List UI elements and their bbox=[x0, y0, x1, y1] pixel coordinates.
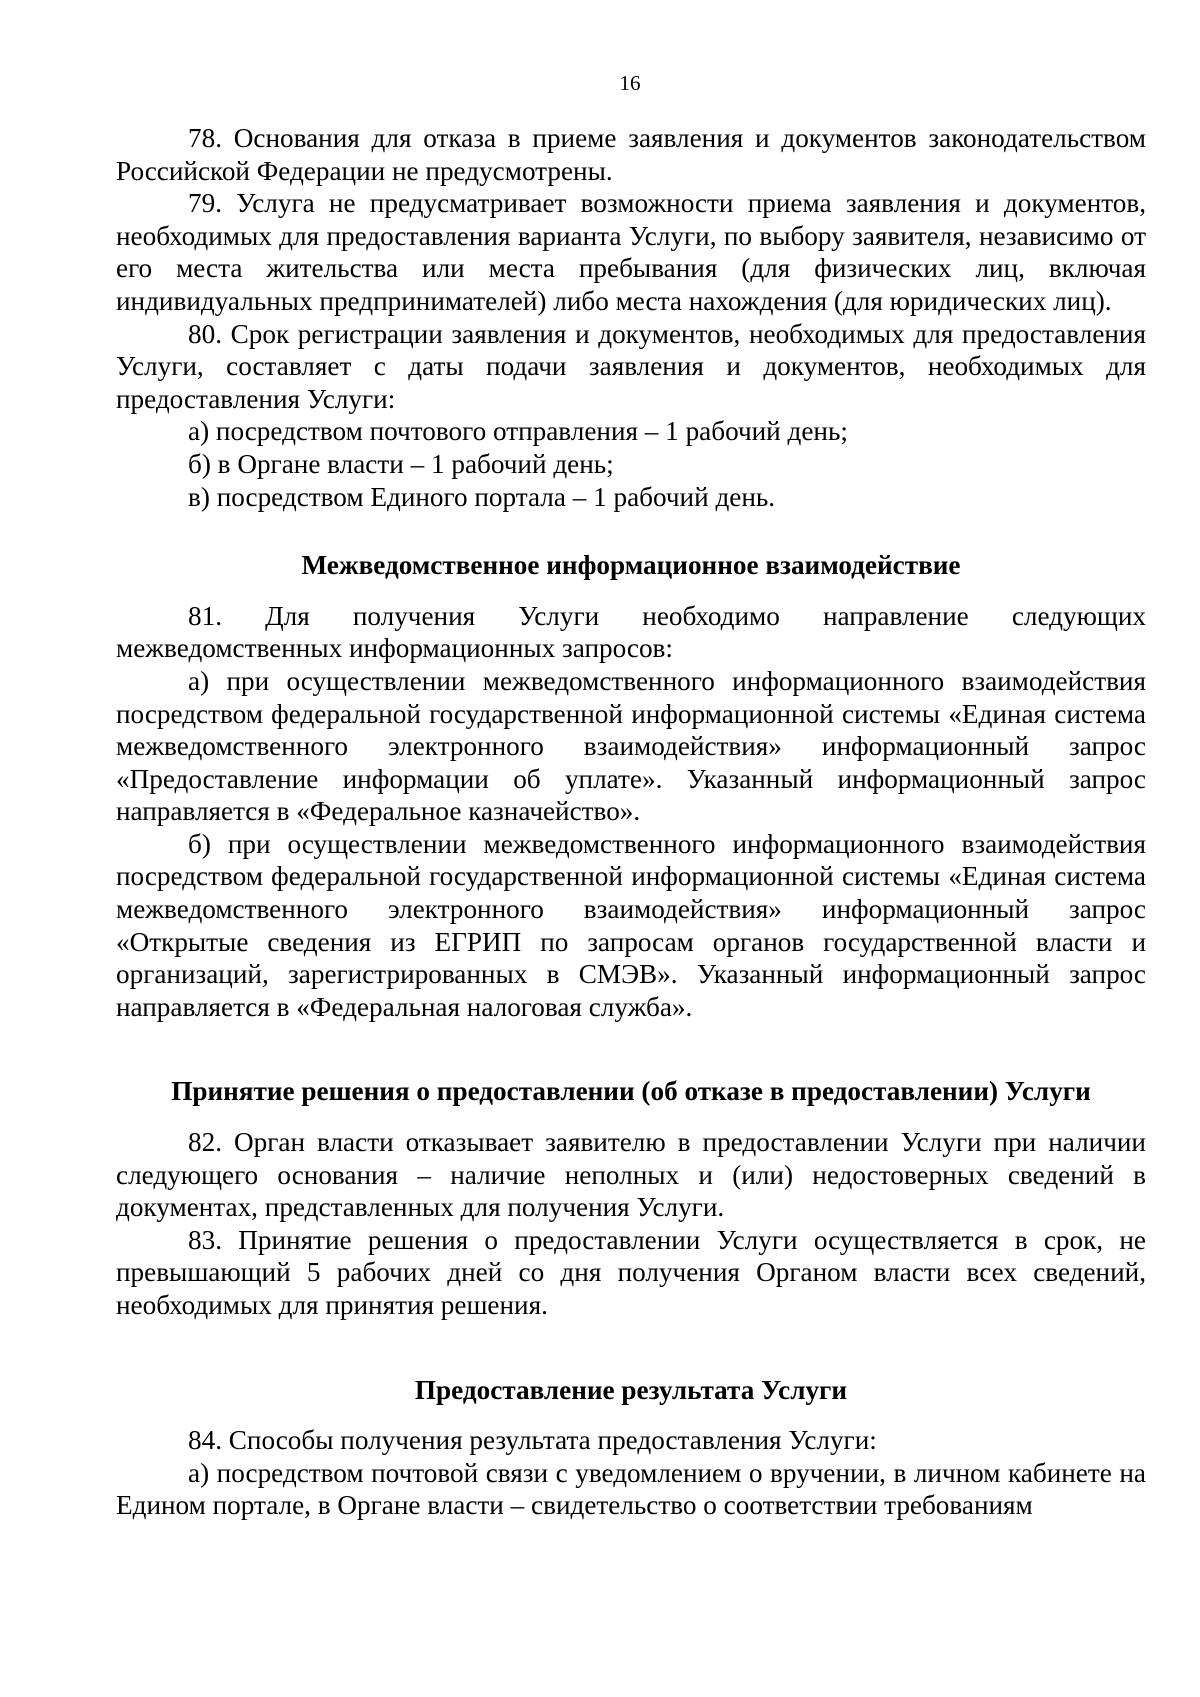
paragraph-78: 78. Основания для отказа в приеме заявления и документов законодательством Российской Федерации не предусмотрены. bbox=[116, 123, 1146, 186]
paragraph-83: 83. Принятие решения о предоставлении Услуги осуществляется в срок, не превышающий 5 рабочих дней со дня получения Органом власти всех сведений, необходимых для принятия решения. bbox=[116, 1224, 1146, 1320]
paragraph-80-v: в) посредством Единого портала – 1 рабочий день. bbox=[188, 481, 776, 512]
document-body bbox=[116, 122, 1146, 1522]
section-heading-result: Предоставление результата Услуги bbox=[414, 1374, 848, 1405]
section-heading-decision: Принятие решения о предоставлении (об отказе в предоставлении) Услуги bbox=[171, 1076, 1091, 1107]
paragraph-80-b: б) в Органе власти – 1 рабочий день; bbox=[188, 448, 614, 479]
paragraph-82: 82. Орган власти отказывает заявителю в предоставлении Услуги при наличии следующего основания – наличие неполных и (или) недостоверных сведений в документах, представленных для получения Услуги. bbox=[116, 1127, 1146, 1223]
page-number: 16 bbox=[619, 71, 641, 95]
paragraph-80: 80. Срок регистрации заявления и документов, необходимых для предоставления Услуги, составляет с даты подачи заявления и документов, необходимых для предоставления Услуги: bbox=[116, 318, 1146, 414]
section-heading-interagency: Межведомственное информационное взаимодействие bbox=[301, 550, 961, 581]
paragraph-84-a: а) посредством почтовой связи с уведомлением о вручении, в личном кабинете на Едином портале, в Органе власти – свидетельство о соответствии требованиям bbox=[116, 1457, 1146, 1521]
paragraph-80-a: а) посредством почтового отправления – 1 рабочий день; bbox=[188, 416, 848, 447]
paragraph-81: 81. Для получения Услуги необходимо направление следующих межведомственных информационных запросов: bbox=[116, 600, 1146, 664]
paragraph-79: 79. Услуга не предусматривает возможности приема заявления и документов, необходимых для предоставления варианта Услуги, по выбору заявителя, независимо от его места жительства или места пребывания (для физических лиц, включая индивидуальных предпринимателей) либо места нахождения (для юридических лиц). bbox=[116, 188, 1146, 316]
paragraph-81-a: а) при осуществлении межведомственного информационного взаимодействия посредством федеральной государственной информационной системы «Единая система межведомственного электронного взаимодействия» информационный запрос «Предоставление информации об уплате». Указанный информационный запрос направляется в «Федеральное казначейство». bbox=[116, 665, 1146, 827]
paragraph-81-b: б) при осуществлении межведомственного информационного взаимодействия посредством федеральной государственной информационной системы «Единая система межведомственного электронного взаимодействия» информационный запрос «Открытые сведения из ЕГРИП по запросам органов государственной власти и организаций, зарегистрированных в СМЭВ». Указанный информационный запрос направляется в «Федеральная налоговая служба». bbox=[116, 828, 1146, 1022]
paragraph-84: 84. Способы получения результата предоставления Услуги: bbox=[188, 1425, 877, 1456]
